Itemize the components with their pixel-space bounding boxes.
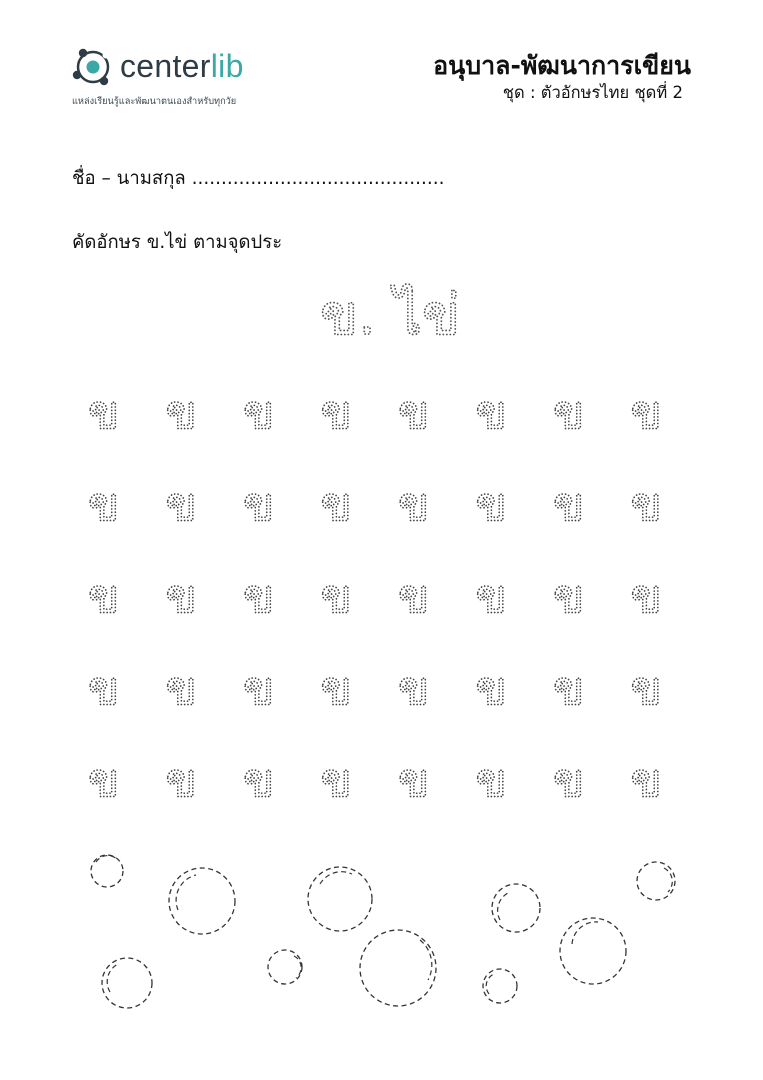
tracing-letter: ข — [88, 661, 120, 715]
tracing-letter: ข — [398, 753, 430, 807]
tracing-letter: ข — [553, 385, 585, 439]
tracing-letter: ข — [630, 569, 662, 623]
sample-tracing-word — [316, 268, 466, 348]
tracing-letter: ข — [320, 661, 352, 715]
tracing-letter: ข — [630, 385, 662, 439]
bubble-icon — [102, 958, 152, 1008]
tracing-letter: ข — [553, 569, 585, 623]
logo-tagline: แหล่งเรียนรู้และพัฒนาตนเองสำหรับทุกวัย — [72, 96, 237, 107]
tracing-letter: ข — [398, 477, 430, 531]
tracing-letter: ข — [243, 477, 275, 531]
bubble-icon — [483, 969, 517, 1003]
logo-word-lib: lib — [210, 48, 244, 84]
tracing-letter: ข — [630, 753, 662, 807]
bubble-icon — [560, 918, 626, 984]
tracing-letter: ข — [165, 569, 197, 623]
tracing-letter: ข — [398, 385, 430, 439]
tracing-letter: ข — [398, 661, 430, 715]
student-name-line: ชื่อ – นามสกุล ........................................... — [72, 168, 445, 189]
decorative-bubbles — [0, 840, 763, 1040]
tracing-letter: ข — [320, 477, 352, 531]
bubble-icon — [268, 950, 302, 984]
centerlib-logo — [70, 42, 310, 112]
tracing-letter: ข — [243, 661, 275, 715]
tracing-practice-grid — [68, 380, 688, 820]
tracing-letter: ข — [320, 385, 352, 439]
bubble-icon — [169, 868, 235, 934]
tracing-letter: ข — [88, 753, 120, 807]
logo-wordmark — [120, 46, 244, 86]
tracing-letter: ข — [475, 569, 507, 623]
bubble-icon — [91, 855, 123, 887]
bubble-icon — [492, 884, 540, 932]
tracing-letter: ข — [475, 753, 507, 807]
tracing-letter: ข — [553, 477, 585, 531]
bubble-icon — [308, 867, 372, 931]
tracing-letter: ข — [243, 569, 275, 623]
tracing-letter: ข — [553, 753, 585, 807]
tracing-letter: ข — [165, 661, 197, 715]
tracing-letter: ข — [398, 569, 430, 623]
tracing-letter: ข — [630, 477, 662, 531]
worksheet-subtitle: ชุด : ตัวอักษรไทย ชุดที่ 2 — [502, 83, 683, 102]
tracing-letter: ข — [88, 569, 120, 623]
tracing-letter: ข — [88, 477, 120, 531]
tracing-letter: ข — [165, 385, 197, 439]
tracing-letter: ข — [553, 661, 585, 715]
logo-molecule-icon — [70, 44, 116, 90]
tracing-letter: ข — [320, 569, 352, 623]
tracing-letter: ข — [475, 661, 507, 715]
tracing-letter: ข — [243, 753, 275, 807]
tracing-letter: ข — [320, 753, 352, 807]
tracing-letter: ข — [165, 753, 197, 807]
tracing-letter: ข — [165, 477, 197, 531]
tracing-letter: ข — [88, 385, 120, 439]
tracing-letter: ข — [243, 385, 275, 439]
tracing-letter: ข — [475, 477, 507, 531]
tracing-letter: ข — [630, 661, 662, 715]
logo-word-center: center — [120, 48, 211, 84]
sample-tracing-text: ข. ไข่ — [320, 283, 461, 348]
tracing-letter: ข — [475, 385, 507, 439]
bubble-icon — [360, 930, 436, 1006]
instruction-text: คัดอักษร ข.ไข่ ตามจุดประ — [72, 232, 283, 253]
worksheet-title: อนุบาล-พัฒนาการเขียน — [433, 51, 691, 80]
bubble-icon — [637, 862, 675, 900]
